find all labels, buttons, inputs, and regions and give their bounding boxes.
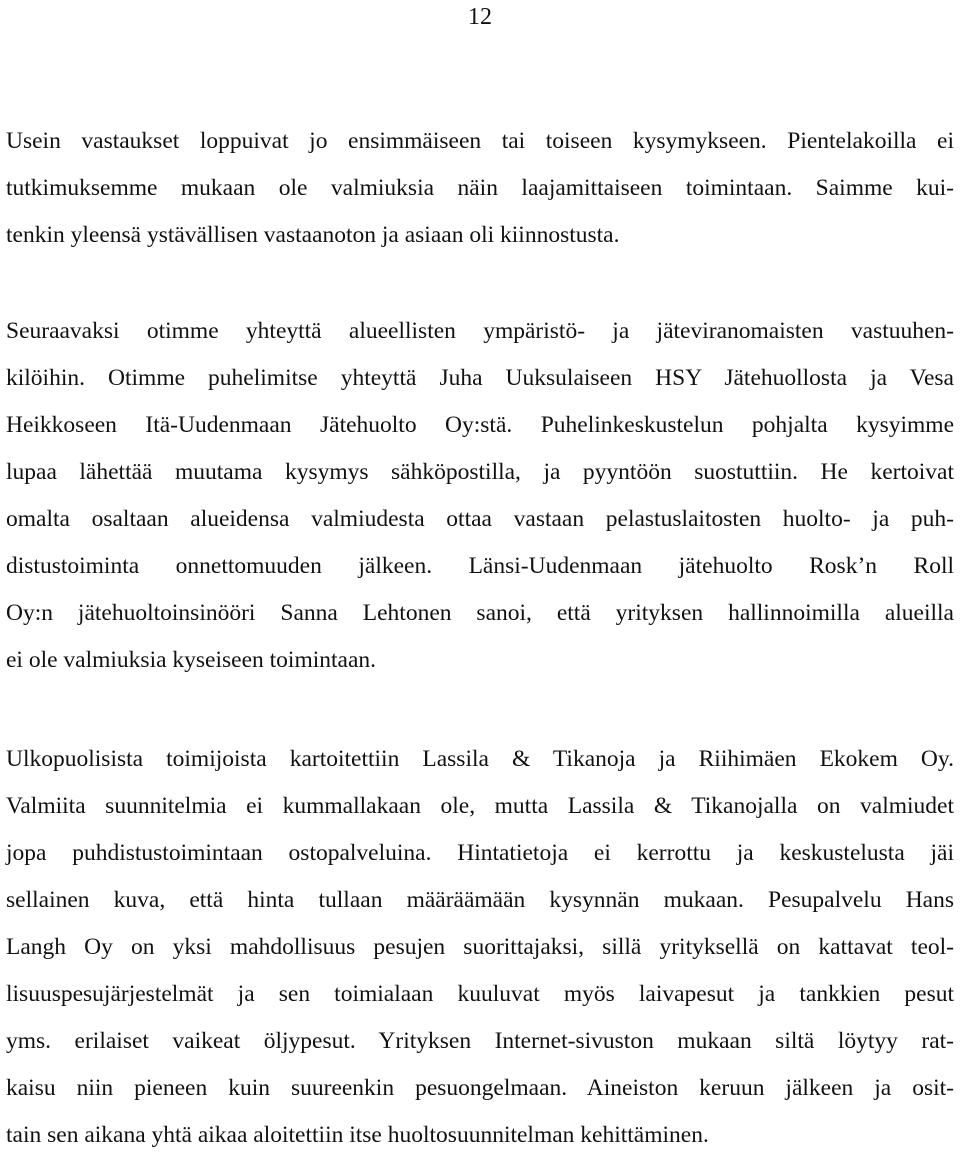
text-line: Usein vastaukset loppuivat jo ensimmäiseen tai toiseen kysymykseen. Pientelakoilla ei [6,128,954,154]
text-line: yms. erilaiset vaikeat öljypesut. Yrityksen Internet-sivuston mukaan siltä löytyy rat- [6,1028,954,1054]
text-line: omalta osaltaan alueidensa valmiudesta ottaa vastaan pelastuslaitosten huolto- ja puh- [6,506,954,532]
text-line: Oy:n jätehuoltoinsinööri Sanna Lehtonen sanoi, että yrityksen hallinnoimilla alueilla [6,600,954,626]
text-line: Valmiita suunnitelmia ei kummallakaan ole, mutta Lassila & Tikanojalla on valmiudet [6,793,954,819]
text-line: Heikkoseen Itä-Uudenmaan Jätehuolto Oy:stä. Puhelinkeskustelun pohjalta kysyimme [6,412,954,438]
page-number: 12 [468,4,492,30]
text-line: lupaa lähettää muutama kysymys sähköpostilla, ja pyyntöön suostuttiin. He kertoivat [6,459,954,485]
text-line: jopa puhdistustoimintaan ostopalveluina. Hintatietoja ei kerrottu ja keskustelusta jäi [6,840,954,866]
text-line: tenkin yleensä ystävällisen vastaanoton ja asiaan oli kiinnostusta. [6,222,620,248]
text-line: Seuraavaksi otimme yhteyttä alueellisten ympäristö- ja jäteviranomaisten vastuuhen- [6,318,954,344]
text-line: tutkimuksemme mukaan ole valmiuksia näin laajamittaiseen toimintaan. Saimme kui- [6,175,954,201]
text-line: kilöihin. Otimme puhelimitse yhteyttä Juha Uuksulaiseen HSY Jätehuollosta ja Vesa [6,365,954,391]
text-line: lisuuspesujärjestelmät ja sen toimialaan kuuluvat myös laivapesut ja tankkien pesut [6,981,954,1007]
text-line: distustoiminta onnettomuuden jälkeen. Länsi-Uudenmaan jätehuolto Rosk’n Roll [6,553,954,579]
text-line: sellainen kuva, että hinta tullaan määräämään kysynnän mukaan. Pesupalvelu Hans [6,887,954,913]
paragraph-2 [0,308,960,684]
text-line: tain sen aikana yhtä aikaa aloitettiin itse huoltosuunnitelman kehittäminen. [6,1122,709,1148]
paragraph-1 [0,118,960,259]
text-line: Ulkopuolisista toimijoista kartoitettiin Lassila & Tikanoja ja Riihimäen Ekokem Oy. [6,746,954,772]
paragraph-3 [0,736,960,1159]
text-line: ei ole valmiuksia kyseiseen toimintaan. [6,647,377,673]
text-line: kaisu niin pieneen kuin suureenkin pesuongelmaan. Aineiston keruun jälkeen ja osit- [6,1075,954,1101]
text-line: Langh Oy on yksi mahdollisuus pesujen suorittajaksi, sillä yrityksellä on kattavat teol- [6,934,954,960]
